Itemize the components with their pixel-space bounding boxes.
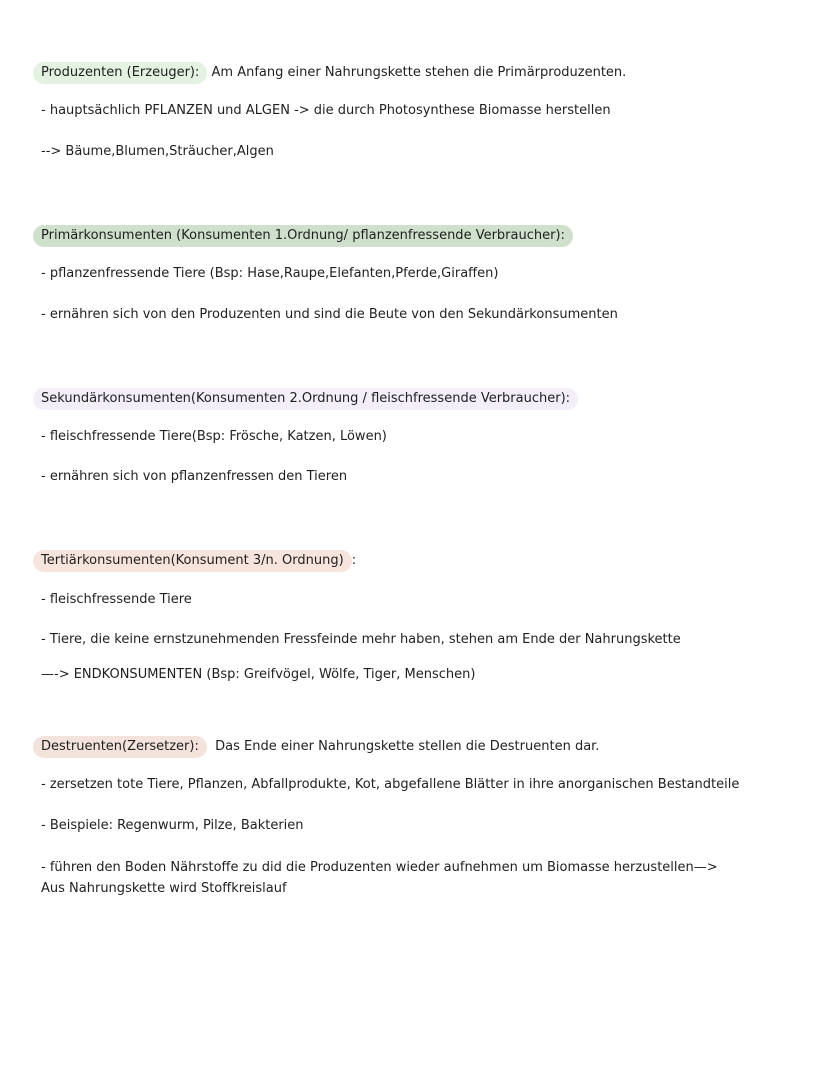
destruenten-line-1: - zersetzen tote Tiere, Pflanzen, Abfallprodukte, Kot, abgefallene Blätter in ihre anorganischen Bestandteile — [41, 777, 740, 792]
produzenten-line-2: --> Bäume,Blumen,Sträucher,Algen — [41, 144, 274, 159]
sekundaer-line-1: - fleischfressende Tiere(Bsp: Frösche, Katzen, Löwen) — [41, 429, 387, 444]
produzenten-heading-line — [41, 62, 626, 84]
destruenten-heading: Destruenten(Zersetzer): — [33, 736, 207, 758]
primaer-heading: Primärkonsumenten (Konsumenten 1.Ordnung/ pflanzenfressende Verbraucher): — [33, 225, 573, 247]
produzenten-heading: Produzenten (Erzeuger): — [33, 62, 207, 84]
destruenten-heading-rest: Das Ende einer Nahrungskette stellen die Destruenten dar. — [206, 739, 600, 754]
destruenten-line-3: - führen den Boden Nährstoffe zu did die Produzenten wieder aufnehmen um Biomasse herzustellen—> Aus Nahrungskette wird Stoffkreislauf — [41, 860, 718, 896]
sekundaer-heading-line — [41, 388, 578, 410]
tertiaer-line-3: —-> ENDKONSUMENTEN (Bsp: Greifvögel, Wölfe, Tiger, Menschen) — [41, 667, 476, 682]
sekundaer-heading: Sekundärkonsumenten(Konsumenten 2.Ordnung / fleischfressende Verbraucher): — [33, 388, 578, 410]
produzenten-line-1: - hauptsächlich PFLANZEN und ALGEN -> die durch Photosynthese Biomasse herstellen — [41, 103, 611, 118]
tertiaer-line-1: - fleischfressende Tiere — [41, 592, 192, 607]
produzenten-heading-rest: Am Anfang einer Nahrungskette stehen die Primärproduzenten. — [207, 65, 627, 80]
primaer-line-2: - ernähren sich von den Produzenten und sind die Beute von den Sekundärkonsumenten — [41, 307, 618, 322]
tertiaer-heading-line — [41, 550, 356, 572]
tertiaer-heading-rest: : — [351, 553, 357, 568]
primaer-line-1: - pflanzenfressende Tiere (Bsp: Hase,Raupe,Elefanten,Pferde,Giraffen) — [41, 266, 499, 281]
sekundaer-line-2: - ernähren sich von pflanzenfressen den Tieren — [41, 469, 348, 484]
primaer-heading-line — [41, 225, 573, 247]
destruenten-heading-line — [41, 736, 599, 758]
tertiaer-heading: Tertiärkonsumenten(Konsument 3/n. Ordnung) — [33, 550, 352, 572]
tertiaer-line-2: - Tiere, die keine ernstzunehmenden Fressfeinde mehr haben, stehen am Ende der Nahrungskette — [41, 632, 681, 647]
destruenten-line-2: - Beispiele: Regenwurm, Pilze, Bakterien — [41, 818, 304, 833]
